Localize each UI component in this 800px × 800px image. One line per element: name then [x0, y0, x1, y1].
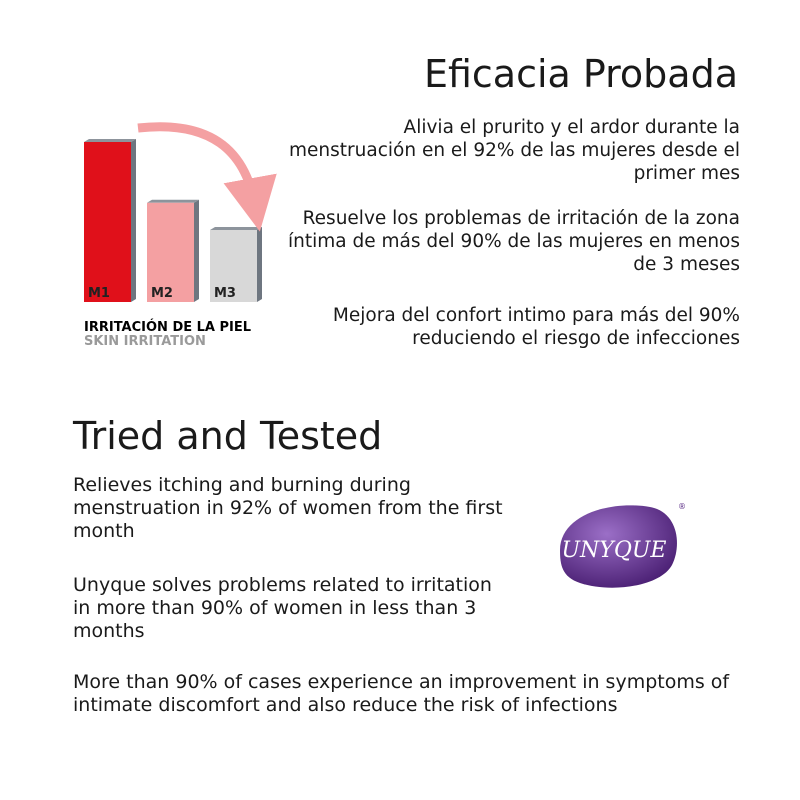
bar-m1	[84, 142, 131, 302]
bar-label-m1: M1	[88, 286, 110, 301]
trend-arrow	[138, 127, 255, 205]
bar-top-m2	[147, 200, 199, 203]
english-paragraph-2: Unyque solves problems related to irritation in more than 90% of women in less than 3 months	[73, 574, 492, 642]
spanish-paragraph-3: Mejora del confort intimo para más del 90% reduciendo el riesgo de infecciones	[332, 305, 740, 349]
english-paragraph-3: More than 90% of cases experience an improvement in symptoms of intimate discomfort and also reduce the risk of infections	[73, 671, 730, 716]
spanish-title: Eficacia Probada	[423, 52, 738, 96]
skin-irritation-chart	[60, 110, 310, 360]
spanish-paragraph-2: Resuelve los problemas de irritación de la zona íntima de más del 90% de las mujeres en menos de 3 meses	[288, 208, 740, 275]
english-paragraph-1: Relieves itching and burning during menstruation in 92% of women from the first month	[73, 474, 503, 542]
bar-top-m1	[84, 139, 136, 142]
bar-top-m3	[210, 227, 262, 230]
chart-title: IRRITACIÓN DE LA PIEL	[84, 320, 252, 335]
bar-label-m3: M3	[214, 286, 236, 301]
spanish-paragraph-1: Alivia el prurito y el ardor durante la menstruación en el 92% de las mujeres desde el primer mes	[289, 117, 740, 184]
english-title: Tried and Tested	[73, 414, 383, 458]
registered-mark: ®	[678, 502, 686, 511]
bar-side-m3	[257, 227, 262, 302]
bar-side-m1	[131, 139, 136, 302]
chart-subtitle: SKIN IRRITATION	[84, 334, 206, 349]
bar-label-m2: M2	[151, 286, 173, 301]
bar-side-m2	[194, 200, 199, 302]
logo-wordmark: UNYQUE	[561, 538, 667, 563]
unyque-logo	[540, 495, 685, 595]
